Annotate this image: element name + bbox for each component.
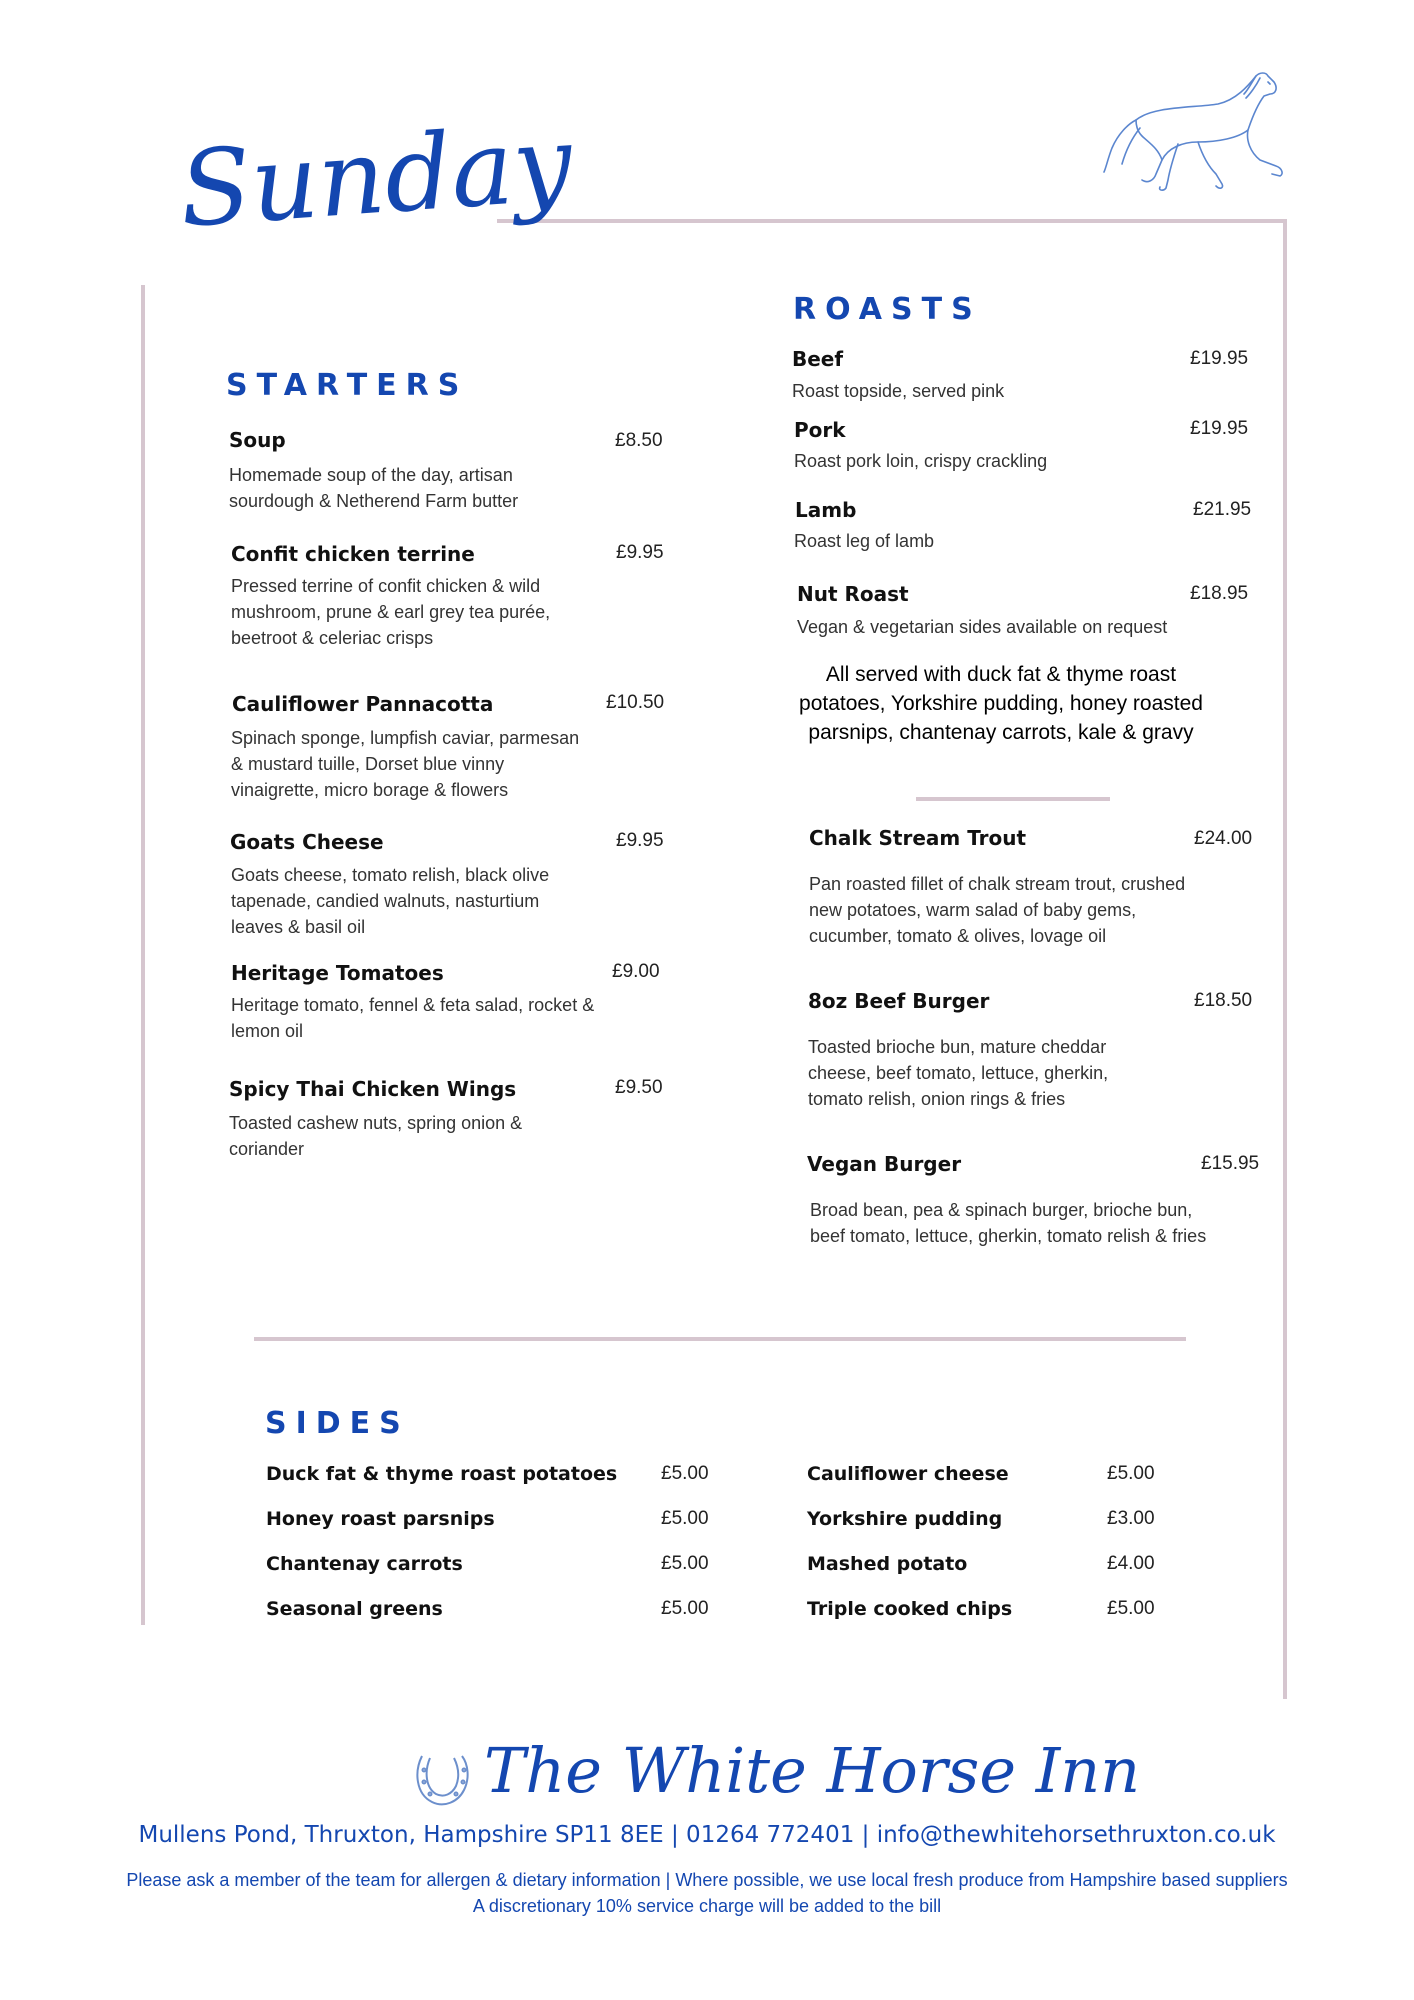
side-name: Duck fat & thyme roast potatoes xyxy=(266,1463,618,1485)
main-price: £24.00 xyxy=(1194,828,1253,849)
side-name: Honey roast parsnips xyxy=(266,1508,495,1530)
sides-divider xyxy=(254,1337,1186,1341)
side-price: £5.00 xyxy=(661,1598,709,1619)
roast-name: Pork xyxy=(794,418,846,442)
starter-desc: Pressed terrine of confit chicken & wild mushroom, prune & earl grey tea purée, beetroot & celeriac crisps xyxy=(231,576,551,648)
horse-illustration-icon xyxy=(1098,68,1288,193)
side-name: Chantenay carrots xyxy=(266,1553,463,1575)
roast-name: Nut Roast xyxy=(797,582,909,606)
inn-name-logo: The White Horse Inn xyxy=(484,1734,1141,1807)
roast-price: £18.95 xyxy=(1190,583,1249,604)
roast-price: £19.95 xyxy=(1190,418,1249,439)
starter-desc: Heritage tomato, fennel & feta salad, rocket & lemon oil xyxy=(231,995,595,1041)
starter-desc: Goats cheese, tomato relish, black olive tapenade, candied walnuts, nasturtium leaves & basil oil xyxy=(231,865,550,937)
side-price: £5.00 xyxy=(661,1463,709,1484)
starter-desc: Spinach sponge, lumpfish caviar, parmesan & mustard tuille, Dorset blue vinny vinaigrette, micro borage & flowers xyxy=(231,728,580,800)
main-price: £18.50 xyxy=(1194,990,1253,1011)
sides-heading: SIDES xyxy=(265,1406,410,1441)
starter-desc: Homemade soup of the day, artisan sourdough & Netherend Farm butter xyxy=(229,465,519,511)
starter-name: Soup xyxy=(229,428,286,452)
frame-top-line xyxy=(497,219,1287,223)
side-name: Yorkshire pudding xyxy=(807,1508,1003,1530)
side-price: £5.00 xyxy=(1107,1463,1155,1484)
side-name: Cauliflower cheese xyxy=(807,1463,1009,1485)
menu-title: Sunday xyxy=(175,101,576,251)
main-desc: Broad bean, pea & spinach burger, brioche bun, beef tomato, lettuce, gherkin, tomato relish & fries xyxy=(810,1200,1207,1246)
main-price: £15.95 xyxy=(1201,1153,1260,1174)
starter-price: £9.50 xyxy=(615,1077,663,1098)
main-desc: Pan roasted fillet of chalk stream trout, crushed new potatoes, warm salad of baby gems, cucumber, tomato & olives, lovage oil xyxy=(809,874,1186,946)
footer-allergen-note: Please ask a member of the team for allergen & dietary information | Where possible, we use local fresh produce from Hampshire based suppliers xyxy=(126,1870,1288,1890)
roasts-divider xyxy=(916,797,1110,801)
side-price: £5.00 xyxy=(661,1508,709,1529)
starter-desc: Toasted cashew nuts, spring onion & coriander xyxy=(229,1113,523,1159)
starter-price: £9.95 xyxy=(616,542,664,563)
side-name: Mashed potato xyxy=(807,1553,968,1575)
footer-service-note: A discretionary 10% service charge will be added to the bill xyxy=(472,1896,942,1916)
horseshoe-icon xyxy=(412,1748,474,1810)
starter-price: £8.50 xyxy=(615,430,663,451)
roast-desc: Roast leg of lamb xyxy=(794,531,935,551)
roast-desc: Vegan & vegetarian sides available on request xyxy=(797,617,1168,637)
frame-left-line xyxy=(141,285,145,1625)
roasts-heading: ROASTS xyxy=(793,292,982,327)
roast-price: £21.95 xyxy=(1193,499,1252,520)
main-name: Vegan Burger xyxy=(807,1152,962,1176)
starter-price: £9.95 xyxy=(616,830,664,851)
side-name: Seasonal greens xyxy=(266,1598,443,1620)
roasts-served-with-note: All served with duck fat & thyme roast potatoes, Yorkshire pudding, honey roasted parsnips, chantenay carrots, kale & gravy xyxy=(799,663,1203,744)
side-price: £3.00 xyxy=(1107,1508,1155,1529)
roast-desc: Roast topside, served pink xyxy=(792,381,1005,401)
starter-price: £9.00 xyxy=(612,961,660,982)
roast-desc: Roast pork loin, crispy crackling xyxy=(794,451,1048,471)
starter-price: £10.50 xyxy=(606,692,665,713)
frame-right-line xyxy=(1283,219,1287,1699)
starter-name: Heritage Tomatoes xyxy=(231,961,444,985)
side-name: Triple cooked chips xyxy=(807,1598,1013,1620)
roast-name: Beef xyxy=(792,347,844,371)
main-name: 8oz Beef Burger xyxy=(808,989,990,1013)
main-desc: Toasted brioche bun, mature cheddar cheese, beef tomato, lettuce, gherkin, tomato relish, onion rings & fries xyxy=(808,1037,1109,1109)
footer-address: Mullens Pond, Thruxton, Hampshire SP11 8EE | 01264 772401 | info@thewhitehorsethruxton.co.uk xyxy=(138,1822,1276,1848)
starter-name: Goats Cheese xyxy=(230,830,384,854)
roast-price: £19.95 xyxy=(1190,348,1249,369)
roast-name: Lamb xyxy=(795,498,857,522)
starters-heading: STARTERS xyxy=(226,368,469,403)
starter-name: Spicy Thai Chicken Wings xyxy=(229,1077,517,1101)
starter-name: Confit chicken terrine xyxy=(231,542,475,566)
starter-name: Cauliflower Pannacotta xyxy=(232,692,494,716)
side-price: £5.00 xyxy=(661,1553,709,1574)
main-name: Chalk Stream Trout xyxy=(809,826,1027,850)
side-price: £4.00 xyxy=(1107,1553,1155,1574)
side-price: £5.00 xyxy=(1107,1598,1155,1619)
